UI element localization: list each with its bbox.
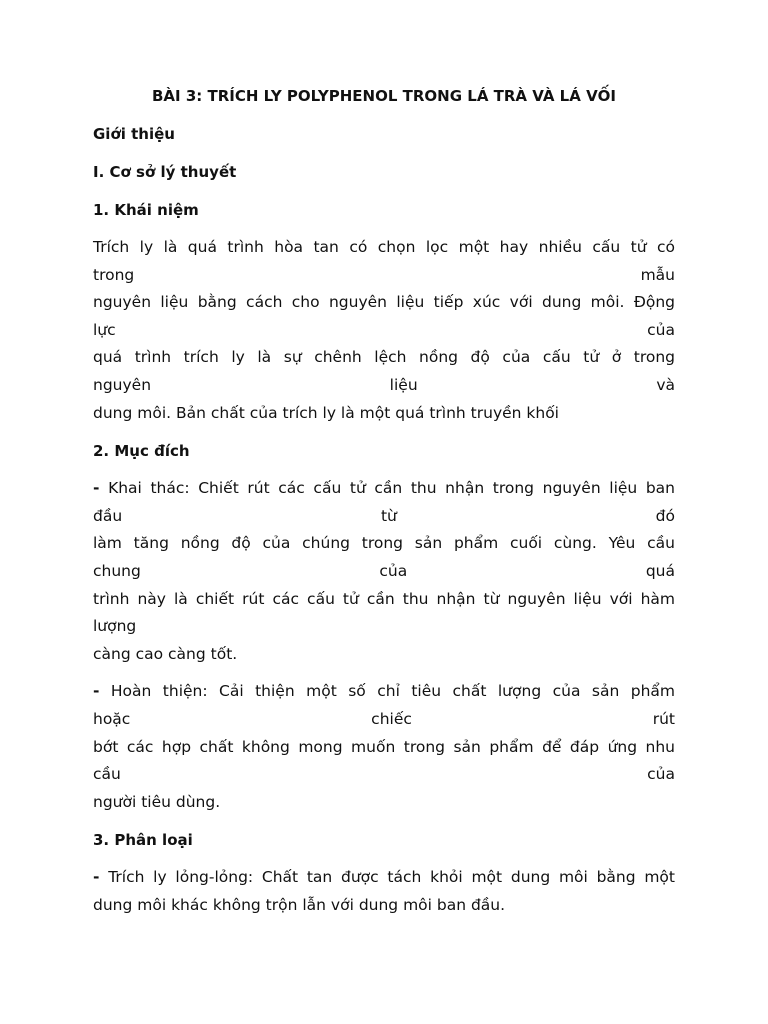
- paragraph-line: lượng: [93, 617, 137, 636]
- paragraph-line: chung của quá: [93, 561, 675, 580]
- paragraph-line: [93, 678, 675, 706]
- paragraph-line: lực của: [93, 320, 675, 339]
- paragraph-line: hoặc chiếc rút: [93, 709, 675, 728]
- paragraph-line: dung môi. Bản chất của trích ly là một quá trình truyền khối: [93, 403, 559, 422]
- paragraph-line: trình này là chiết rút các cấu tử cần thu nhận từ nguyên liệu với hàm: [93, 589, 675, 608]
- document-title: BÀI 3: TRÍCH LY POLYPHENOL TRONG LÁ TRÀ VÀ LÁ VỐI: [151, 87, 617, 105]
- paragraph-line-text: Trích ly lỏng-lỏng: Chất tan được tách khỏi một dung môi bằng một: [108, 868, 675, 887]
- subsection-2-heading: 2. Mục đích: [93, 442, 190, 461]
- paragraph-line: người tiêu dùng.: [93, 792, 221, 811]
- paragraph-line: trong mẫu: [93, 265, 675, 284]
- document-page: [93, 82, 675, 919]
- paragraph-line: càng cao càng tốt.: [93, 644, 238, 663]
- paragraph-line: nguyên liệu bằng cách cho nguyên liệu tiếp xúc với dung môi. Động: [93, 293, 675, 312]
- paragraph-line: cầu của: [93, 765, 675, 784]
- section-1-heading: I. Cơ sở lý thuyết: [93, 163, 237, 181]
- paragraph-line: dung môi khác không trộn lẫn với dung môi ban đầu.: [93, 895, 506, 914]
- bullet-dash: -: [93, 682, 100, 701]
- subsection-3-heading: 3. Phân loại: [93, 831, 193, 850]
- paragraph-line: bớt các hợp chất không mong muốn trong sản phẩm để đáp ứng nhu: [93, 737, 675, 756]
- intro-heading: Giới thiệu: [93, 125, 175, 143]
- paragraph-line: Trích ly là quá trình hòa tan có chọn lọc một hay nhiều cấu tử có: [93, 238, 675, 256]
- classification-paragraph-1: [93, 864, 675, 919]
- paragraph-line: [93, 864, 675, 892]
- definition-paragraph: [93, 234, 675, 427]
- bullet-dash: -: [93, 868, 100, 887]
- paragraph-line: làm tăng nồng độ của chúng trong sản phẩm cuối cùng. Yêu cầu: [93, 534, 675, 553]
- paragraph-line: đầu từ đó: [93, 506, 675, 525]
- paragraph-line: [93, 475, 675, 503]
- purpose-paragraph-2: [93, 678, 675, 816]
- subsection-1-heading: 1. Khái niệm: [93, 201, 199, 219]
- purpose-paragraph-1: [93, 475, 675, 668]
- bullet-dash: -: [93, 479, 100, 498]
- paragraph-line-text: Khai thác: Chiết rút các cấu tử cần thu nhận trong nguyên liệu ban: [108, 479, 676, 498]
- paragraph-line-text: Hoàn thiện: Cải thiện một số chỉ tiêu chất lượng của sản phẩm: [110, 682, 675, 701]
- paragraph-line: nguyên liệu và: [93, 375, 675, 394]
- paragraph-line: quá trình trích ly là sự chênh lệch nồng độ của cấu tử ở trong: [93, 348, 675, 367]
